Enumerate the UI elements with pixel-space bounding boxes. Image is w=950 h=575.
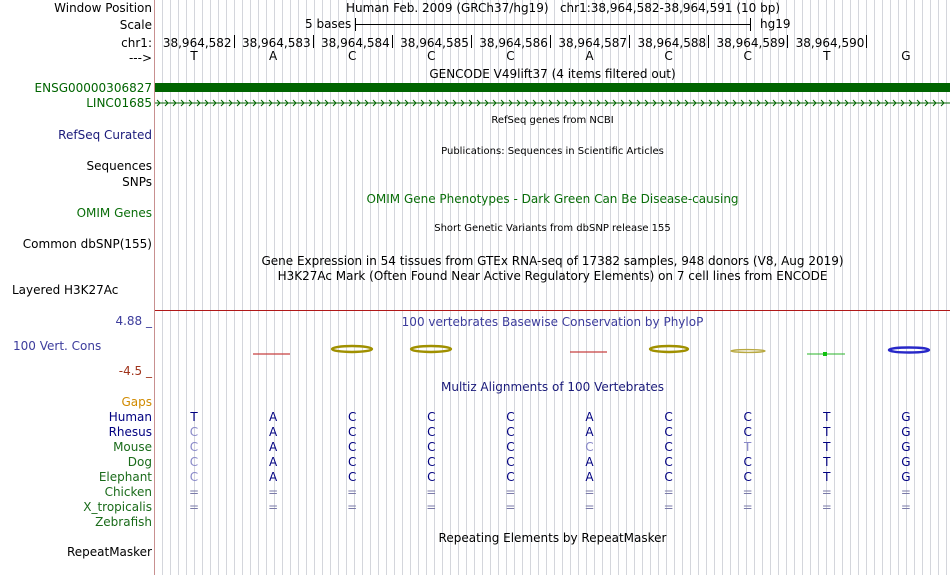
h3k27ac-track-title: H3K27Ac Mark (Often Found Near Active Regulatory Elements) on 7 cell lines from ENCODE: [277, 269, 828, 283]
species-label[interactable]: Zebrafish: [95, 515, 152, 529]
coordinate-label: 38,964,585: [400, 36, 469, 50]
reference-base: C: [664, 49, 673, 63]
assembly-position: Human Feb. 2009 (GRCh37/hg19) chr1:38,964,582-38,964,591 (10 bp): [346, 1, 781, 15]
alignment-base: T: [744, 440, 752, 454]
alignment-base: =: [347, 500, 358, 514]
alignment-base: =: [742, 500, 753, 514]
alignment-base: =: [900, 500, 911, 514]
alignment-base: G: [901, 410, 911, 424]
gene-label-linc[interactable]: LINC01685: [86, 96, 152, 110]
reference-base: T: [190, 49, 198, 63]
alignment-base: C: [506, 440, 515, 454]
strand-label: --->: [128, 51, 152, 65]
coordinate-label: 38,964,584: [321, 36, 390, 50]
alignment-base: G: [901, 455, 911, 469]
chrom-label: chr1:: [121, 36, 152, 50]
reference-base: A: [268, 49, 278, 63]
h3k27ac-baseline: [155, 310, 950, 311]
alignment-base: A: [585, 425, 594, 439]
alignment-base: C: [585, 440, 594, 454]
window-position-label: Window Position: [54, 1, 152, 15]
dbsnp-track-title: Short Genetic Variants from dbSNP release 155: [434, 223, 671, 234]
alignment-base: T: [823, 440, 831, 454]
alignment-base: C: [506, 410, 515, 424]
species-label[interactable]: Rhesus: [108, 425, 152, 439]
gencode-track-title: GENCODE V49lift37 (4 items filtered out): [429, 67, 676, 81]
coordinate-tick: [787, 35, 788, 48]
gtex-track-title: Gene Expression in 54 tissues from GTEx RNA-seq of 17382 samples, 948 donors (V8, Aug 2019): [261, 254, 844, 268]
alignment-base: C: [664, 470, 673, 484]
alignment-base: =: [663, 485, 674, 499]
dbsnp-track-label[interactable]: Common dbSNP(155): [22, 237, 152, 251]
species-label[interactable]: Mouse: [113, 440, 152, 454]
alignment-base: =: [900, 485, 911, 499]
gene-line-linc[interactable]: [155, 98, 950, 108]
alignment-base: G: [901, 425, 911, 439]
alignment-base: C: [347, 410, 357, 424]
gene-label-ensg[interactable]: ENSG00000306827: [34, 81, 152, 95]
alignment-base: C: [506, 470, 515, 484]
coordinate-tick: [313, 35, 314, 48]
coordinate-tick: [471, 35, 472, 48]
alignment-base: T: [823, 425, 831, 439]
repeatmasker-track-label[interactable]: RepeatMasker: [66, 545, 152, 559]
coordinate-tick: [234, 35, 235, 48]
alignment-base: =: [821, 485, 832, 499]
alignment-base: =: [505, 485, 516, 499]
alignment-base: C: [743, 455, 752, 469]
cons-track-title: 100 vertebrates Basewise Conservation by PhyloP: [401, 315, 704, 329]
cons-glyph-c: [650, 346, 688, 352]
alignment-base: =: [426, 485, 437, 499]
alignment-base: =: [268, 500, 279, 514]
alignment-base: C: [427, 425, 436, 439]
cons-glyph-t: [823, 352, 827, 356]
alignment-base: C: [664, 425, 673, 439]
reference-base: C: [427, 49, 436, 63]
cons-glyph-c: [332, 346, 372, 352]
alignment-base: =: [742, 485, 753, 499]
alignment-base: C: [506, 455, 515, 469]
alignment-base: C: [664, 440, 673, 454]
multiz-track-title: Multiz Alignments of 100 Vertebrates: [440, 380, 665, 394]
coordinate-label: 38,964,588: [637, 36, 707, 50]
coordinate-label: 38,964,587: [558, 36, 628, 50]
alignment-base: T: [823, 470, 831, 484]
scale-text: 5 bases: [305, 17, 352, 31]
reference-base: C: [347, 49, 357, 63]
alignment-base: C: [427, 470, 436, 484]
alignment-base: T: [190, 410, 198, 424]
alignment-base: C: [347, 440, 357, 454]
coordinate-tick: [392, 35, 393, 48]
alignment-base: =: [584, 500, 595, 514]
alignment-base: C: [189, 455, 199, 469]
alignment-base: C: [427, 410, 436, 424]
reference-base: C: [743, 49, 752, 63]
scale-bar-left-tick: [355, 18, 356, 31]
coordinate-label: 38,964,589: [716, 36, 786, 50]
alignment-base: C: [743, 425, 752, 439]
alignment-base: =: [584, 485, 595, 499]
scale-label: Scale: [119, 18, 152, 32]
alignment-base: A: [268, 440, 278, 454]
alignment-base: =: [426, 500, 437, 514]
alignment-base: A: [585, 410, 594, 424]
cons-min-value: -4.5 _: [118, 364, 152, 378]
cons-glyph-c: [731, 350, 765, 353]
alignment-base: C: [743, 470, 752, 484]
coordinate-tick: [708, 35, 709, 48]
species-label[interactable]: Dog: [127, 455, 152, 469]
alignment-base: A: [268, 410, 278, 424]
alignment-base: G: [901, 440, 911, 454]
omim-track-title: OMIM Gene Phenotypes - Dark Green Can Be Disease-causing: [366, 192, 739, 206]
coordinate-tick: [866, 35, 867, 48]
cons-glyph-c: [411, 346, 451, 352]
alignment-base: T: [823, 455, 831, 469]
alignment-base: =: [188, 485, 200, 499]
sequences-track-label[interactable]: Sequences: [86, 159, 152, 173]
alignment-base: A: [585, 470, 594, 484]
alignment-base: G: [901, 470, 911, 484]
alignment-base: C: [189, 425, 199, 439]
coordinate-label: 38,964,590: [795, 36, 865, 50]
scale-db: hg19: [760, 17, 791, 31]
alignment-base: C: [347, 455, 357, 469]
alignment-base: A: [268, 425, 278, 439]
alignment-base: A: [268, 470, 278, 484]
coordinate-tick: [629, 35, 630, 48]
reference-base: C: [506, 49, 515, 63]
alignment-base: C: [347, 425, 357, 439]
alignment-base: =: [505, 500, 516, 514]
cons-glyph-g: [889, 348, 929, 353]
gene-bar-ensg[interactable]: [155, 83, 950, 92]
species-label[interactable]: Elephant: [98, 470, 152, 484]
species-label[interactable]: X_tropicalis: [83, 500, 152, 514]
alignment-base: A: [585, 455, 594, 469]
refseq-track-title: RefSeq genes from NCBI: [491, 115, 614, 126]
gaps-label[interactable]: Gaps: [121, 395, 152, 409]
reference-base: T: [823, 49, 831, 63]
alignment-base: C: [506, 425, 515, 439]
alignment-base: =: [188, 500, 200, 514]
coordinate-label: 38,964,586: [479, 36, 548, 50]
snps-track-label[interactable]: SNPs: [122, 175, 152, 189]
alignment-base: =: [663, 500, 674, 514]
alignment-base: A: [268, 455, 278, 469]
alignment-base: C: [743, 410, 752, 424]
alignment-base: =: [821, 500, 832, 514]
alignment-base: C: [427, 440, 436, 454]
scale-bar-right-tick: [750, 18, 751, 31]
coordinate-label: 38,964,583: [241, 36, 311, 50]
alignment-base: C: [189, 470, 199, 484]
h3k27ac-track-label[interactable]: Layered H3K27Ac: [12, 283, 119, 297]
alignment-base: T: [823, 410, 831, 424]
alignment-base: C: [427, 455, 436, 469]
alignment-base: C: [664, 455, 673, 469]
publications-track-title: Publications: Sequences in Scientific Articles: [441, 146, 664, 157]
coordinate-label: 38,964,582: [162, 36, 232, 50]
cons-max-value: 4.88 _: [115, 314, 152, 328]
alignment-base: C: [347, 470, 357, 484]
alignment-base: C: [664, 410, 673, 424]
reference-base: A: [585, 49, 594, 63]
species-label[interactable]: Chicken: [104, 485, 152, 499]
coordinate-tick: [550, 35, 551, 48]
alignment-base: =: [347, 485, 358, 499]
reference-base: G: [901, 49, 911, 63]
omim-track-label[interactable]: OMIM Genes: [76, 206, 152, 220]
scale-bar: [355, 24, 751, 25]
alignment-base: C: [189, 440, 199, 454]
cons-track-label[interactable]: 100 Vert. Cons: [13, 339, 102, 353]
cons-logo-glyphs: [155, 340, 950, 364]
refseq-track-label[interactable]: RefSeq Curated: [58, 128, 152, 142]
repeatmasker-track-title: Repeating Elements by RepeatMasker: [438, 531, 667, 545]
alignment-base: =: [268, 485, 279, 499]
species-label[interactable]: Human: [108, 410, 152, 424]
